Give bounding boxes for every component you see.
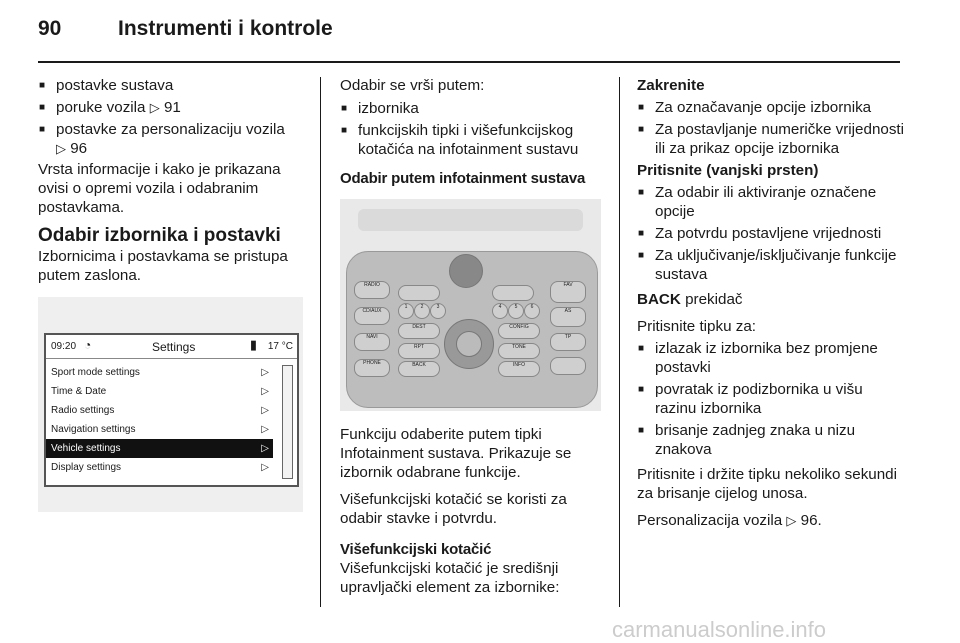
paragraph: Pritisnite i držite tipku nekoliko sekundi za brisanje cijelog unosa. bbox=[637, 466, 897, 502]
list-item: ■ brisanje zadnjeg znaka u nizu znakova bbox=[637, 421, 905, 459]
list-item: ■ Za potvrdu postavljene vrijednosti bbox=[637, 224, 905, 243]
page-ref-icon: ▷ bbox=[149, 100, 160, 115]
list-item: ■ izlazak iz izbornika bez promjene postavki bbox=[637, 339, 905, 377]
paragraph: Višefunkcijski kotačić je središnji upravljački element za izbornike: bbox=[340, 560, 560, 596]
menu-item[interactable]: Radio settings ▷ bbox=[46, 401, 273, 420]
preset-3-button[interactable]: 3 bbox=[430, 303, 446, 319]
list-item: ■ Za označavanje opcije izbornika bbox=[637, 98, 905, 117]
paragraph: BACK prekidač bbox=[637, 291, 743, 308]
screen-title: Settings bbox=[152, 340, 196, 354]
header-rule bbox=[38, 61, 900, 63]
subheading: Odabir putem infotainment sustava bbox=[340, 170, 586, 187]
paragraph: Višefunkcijski kotačić se koristi za odabir stavke i potvrdu. bbox=[340, 491, 567, 527]
preset-2-button[interactable]: 2 bbox=[414, 303, 430, 319]
list-item: ■ povratak iz podizbornika u višu razinu izbornika bbox=[637, 380, 905, 418]
dest-button[interactable]: DEST bbox=[398, 323, 440, 339]
column-divider-1 bbox=[320, 77, 321, 607]
page-ref[interactable]: 91 bbox=[163, 99, 181, 116]
menu-item[interactable]: Sport mode settings ▷ bbox=[46, 363, 273, 382]
back-button[interactable]: BACK bbox=[398, 361, 440, 377]
column-divider-2 bbox=[619, 77, 620, 607]
page-ref[interactable]: 96 bbox=[70, 140, 88, 157]
screen-status-bar bbox=[46, 335, 297, 359]
column-3 bbox=[637, 76, 905, 538]
page-title: Instrumenti i kontrole bbox=[118, 17, 333, 40]
page-ref[interactable]: 96. bbox=[800, 512, 822, 529]
tp-button[interactable]: TP bbox=[550, 333, 586, 351]
as-button[interactable]: AS bbox=[550, 307, 586, 327]
power-icon: ◔ bbox=[84, 338, 92, 352]
column-2-lower bbox=[340, 425, 608, 605]
subheading: Višefunkcijski kotačić bbox=[340, 541, 492, 558]
chevron-right-icon: ▷ bbox=[261, 386, 269, 397]
multifunction-knob-center[interactable] bbox=[456, 331, 482, 357]
column-2 bbox=[340, 76, 608, 192]
chevron-right-icon: ▷ bbox=[261, 443, 269, 454]
volume-knob[interactable] bbox=[449, 254, 483, 288]
cd-aux-button[interactable]: CD/AUX bbox=[354, 307, 390, 325]
paragraph: Pritisnite tipku za: bbox=[637, 318, 757, 335]
fav-button[interactable]: FAV bbox=[550, 281, 586, 303]
vent-strip bbox=[358, 209, 583, 231]
list-item: ■ poruke vozila ▷ 91 bbox=[38, 98, 310, 117]
list-item: ■ Za postavljanje numeričke vrijednosti ili za prikaz opcije izbornika bbox=[637, 120, 905, 158]
preset-5-button[interactable]: 5 bbox=[508, 303, 524, 319]
chevron-right-icon: ▷ bbox=[261, 367, 269, 378]
temperature: 17 °C bbox=[267, 341, 293, 352]
paragraph: Izbornicima i postavkama se pristupa putem zaslona. bbox=[38, 248, 288, 284]
clock: 09:20 bbox=[51, 341, 77, 352]
paragraph: Odabir se vrši putem: bbox=[340, 77, 485, 94]
preset-bar-right[interactable] bbox=[492, 285, 534, 301]
list-item: ■ postavke sustava bbox=[38, 76, 310, 95]
chevron-right-icon: ▷ bbox=[261, 462, 269, 473]
back-label: BACK bbox=[637, 291, 681, 308]
preset-6-button[interactable]: 6 bbox=[524, 303, 540, 319]
phone-button[interactable]: PHONE bbox=[354, 359, 390, 377]
list-item: ■ postavke za personalizaciju vozila ▷ 96 bbox=[38, 120, 310, 158]
menu-item[interactable]: Time & Date ▷ bbox=[46, 382, 273, 401]
menu-item[interactable]: Display settings ▷ bbox=[46, 458, 273, 477]
chevron-right-icon: ▷ bbox=[261, 405, 269, 416]
list-item: ■ Za uključivanje/isključivanje funkcije sustava bbox=[637, 246, 905, 284]
preset-4-button[interactable]: 4 bbox=[492, 303, 508, 319]
list-item: ■ izbornika bbox=[340, 99, 608, 118]
paragraph: Personalizacija vozila ▷ 96. bbox=[637, 512, 822, 529]
config-button[interactable]: CONFIG bbox=[498, 323, 540, 339]
info-button[interactable]: INFO bbox=[498, 361, 540, 377]
page-number: 90 bbox=[38, 17, 62, 40]
paragraph: Funkciju odaberite putem tipki Infotainment sustava. Prikazuje se izbornik odabrane funkcije. bbox=[340, 426, 572, 481]
settings-screen-photo bbox=[38, 297, 303, 512]
menu-item[interactable]: Navigation settings ▷ bbox=[46, 420, 273, 439]
column-1 bbox=[38, 76, 310, 293]
tone-button[interactable]: TONE bbox=[498, 343, 540, 359]
preset-1-button[interactable]: 1 bbox=[398, 303, 414, 319]
section-heading: Odabir izbornika i postavki bbox=[38, 225, 281, 246]
scrollbar[interactable] bbox=[282, 365, 293, 479]
thermometer-icon: ▮ bbox=[249, 337, 257, 352]
list-item: ■ funkcijskih tipki i višefunkcijskog kotačića na infotainment sustavu bbox=[340, 121, 608, 159]
infotainment-panel-photo bbox=[340, 199, 601, 411]
power-button[interactable] bbox=[550, 357, 586, 375]
list-item: ■ Za odabir ili aktiviranje označene opcije bbox=[637, 183, 905, 221]
menu-item-selected[interactable]: Vehicle settings ▷ bbox=[46, 439, 273, 458]
page-ref-icon: ▷ bbox=[786, 513, 797, 528]
subheading: Pritisnite (vanjski prsten) bbox=[637, 162, 819, 179]
radio-button[interactable]: RADIO bbox=[354, 281, 390, 299]
rpt-button[interactable]: RPT bbox=[398, 343, 440, 359]
subheading: Zakrenite bbox=[637, 77, 705, 94]
page-ref-icon: ▷ bbox=[56, 141, 66, 156]
preset-bar-left[interactable] bbox=[398, 285, 440, 301]
settings-screen bbox=[44, 333, 299, 487]
navi-button[interactable]: NAVI bbox=[354, 333, 390, 351]
paragraph: Vrsta informacije i kako je prikazana ovisi o opremi vozila i odabranim postavkama. bbox=[38, 161, 281, 216]
chevron-right-icon: ▷ bbox=[261, 424, 269, 435]
watermark: carmanualsonline.info bbox=[612, 617, 827, 642]
